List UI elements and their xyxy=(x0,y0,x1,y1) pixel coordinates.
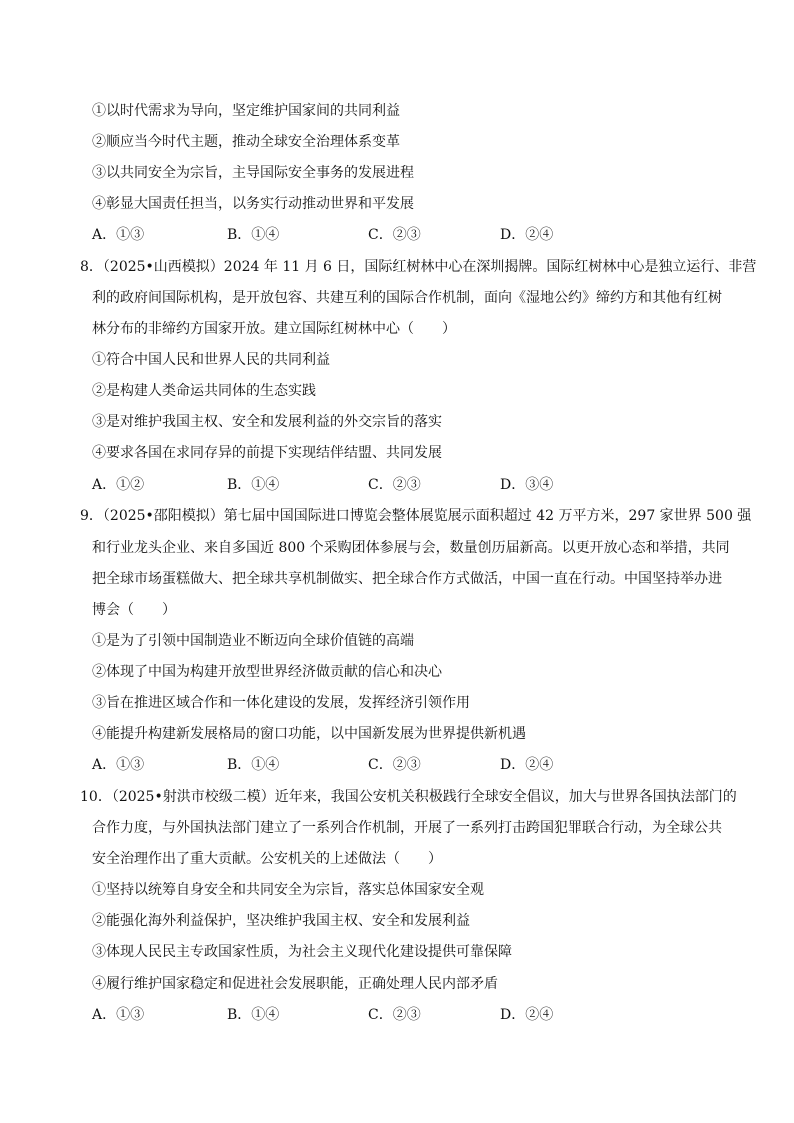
q8-stem-line-1: 8．（2025•山西模拟）2024 年 11 月 6 日，国际红树林中心在深圳揭牌。国际红树林中心是独立运行、非营 xyxy=(80,259,757,275)
q10-stem-line-1: 10．（2025•射洪市校级二模）近年来，我国公安机关积极践行全球安全倡议，加大与世界各国执法部门的 xyxy=(80,789,737,805)
q10-stem-line-3: 安全治理作出了重大贡献。公安机关的上述做法（ ） xyxy=(92,851,442,867)
q8-option-3: ③是对维护我国主权、安全和发展利益的外交宗旨的落实 xyxy=(92,414,442,430)
q7-option-2: ②顺应当今时代主题，推动全球安全治理体系变革 xyxy=(92,134,400,150)
q8-option-4: ④要求各国在求同存异的前提下实现结伴结盟、共同发展 xyxy=(92,445,442,461)
q7-option-4: ④彰显大国责任担当，以务实行动推动世界和平发展 xyxy=(92,196,414,212)
q10-choice-a: A．①③ xyxy=(92,1007,145,1023)
q10-option-4: ④履行维护国家稳定和促进社会发展职能，正确处理人民内部矛盾 xyxy=(92,976,498,992)
q9-option-3: ③旨在推进区域合作和一体化建设的发展，发挥经济引领作用 xyxy=(92,695,470,711)
q10-choice-d: D．②④ xyxy=(500,1007,554,1023)
q9-option-4: ④能提升构建新发展格局的窗口功能，以中国新发展为世界提供新机遇 xyxy=(92,726,526,742)
q7-choice-d: D．②④ xyxy=(500,227,554,243)
q8-choice-a: A．①② xyxy=(92,477,145,493)
q9-stem-line-2: 和行业龙头企业、来自多国近 800 个采购团体参展与会，数量创历届新高。以更开放心态和举措，共同 xyxy=(92,540,730,556)
q10-option-3: ③体现人民民主专政国家性质，为社会主义现代化建设提供可靠保障 xyxy=(92,944,512,960)
q7-choice-c: C．②③ xyxy=(368,227,421,243)
q9-option-2: ②体现了中国为构建开放型世界经济做贡献的信心和决心 xyxy=(92,664,442,680)
q8-option-2: ②是构建人类命运共同体的生态实践 xyxy=(92,383,316,399)
q9-stem-line-3: 把全球市场蛋糕做大、把全球共享机制做实、把全球合作方式做活，中国一直在行动。中国坚持举办进 xyxy=(92,571,722,587)
q10-choice-c: C．②③ xyxy=(368,1007,421,1023)
q8-option-1: ①符合中国人民和世界人民的共同利益 xyxy=(92,352,330,368)
q9-option-1: ①是为了引领中国制造业不断迈向全球价值链的高端 xyxy=(92,633,414,649)
q7-choice-a: A．①③ xyxy=(92,227,145,243)
q8-stem-line-3: 林分布的非缔约方国家开放。建立国际红树林中心（ ） xyxy=(92,321,456,337)
q10-stem-line-2: 合作力度，与外国执法部门建立了一系列合作机制，开展了一系列打击跨国犯罪联合行动，为全球公共 xyxy=(92,820,722,836)
q8-choice-c: C．②③ xyxy=(368,477,421,493)
q9-stem-line-4: 博会（ ） xyxy=(92,602,176,618)
q7-choice-b: B．①④ xyxy=(227,227,280,243)
q7-option-3: ③以共同安全为宗旨，主导国际安全事务的发展进程 xyxy=(92,165,414,181)
q10-option-2: ②能强化海外利益保护，坚决维护我国主权、安全和发展利益 xyxy=(92,913,470,929)
q9-choice-a: A．①③ xyxy=(92,757,145,773)
q9-choice-d: D．②④ xyxy=(500,757,554,773)
q8-choice-b: B．①④ xyxy=(227,477,280,493)
q8-stem-line-2: 利的政府间国际机构，是开放包容、共建互利的国际合作机制，面向《湿地公约》缔约方和其他有红树 xyxy=(92,290,722,306)
q10-choice-b: B．①④ xyxy=(227,1007,280,1023)
q9-choice-b: B．①④ xyxy=(227,757,280,773)
q7-option-1: ①以时代需求为导向，坚定维护国家间的共同利益 xyxy=(92,103,400,119)
q9-stem-line-1: 9．（2025•邵阳模拟）第七届中国国际进口博览会整体展览展示面积超过 42 万平方米，297 家世界 500 强 xyxy=(80,508,752,524)
q10-option-1: ①坚持以统筹自身安全和共同安全为宗旨，落实总体国家安全观 xyxy=(92,882,484,898)
q8-choice-d: D．③④ xyxy=(500,477,554,493)
q9-choice-c: C．②③ xyxy=(368,757,421,773)
